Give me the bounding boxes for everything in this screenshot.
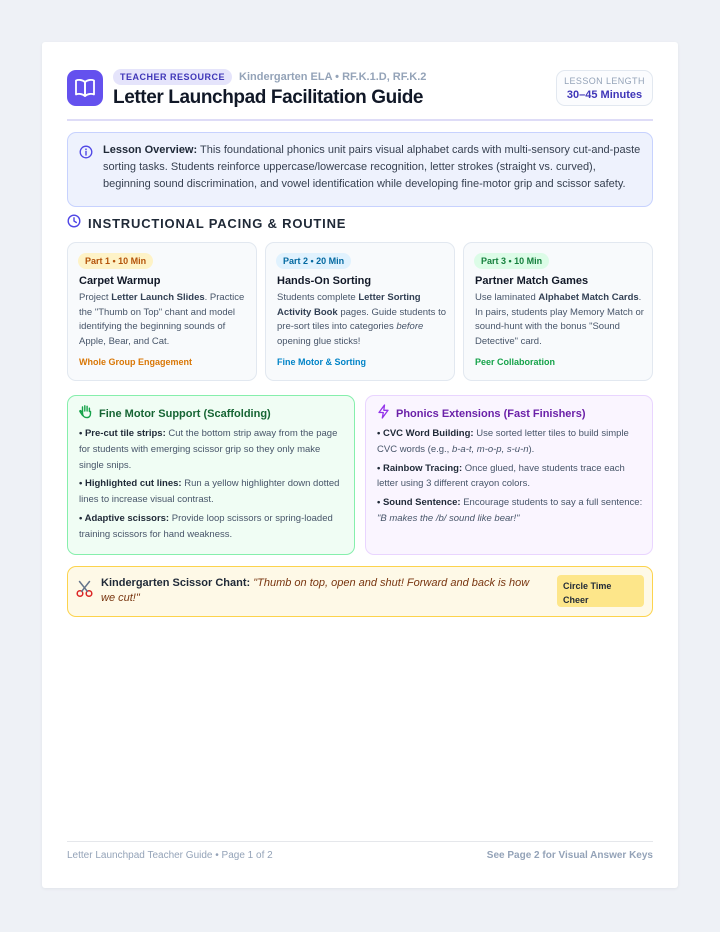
fine-motor-support-box bbox=[67, 395, 355, 555]
list-item bbox=[377, 461, 643, 493]
clock-icon bbox=[67, 214, 81, 233]
overview-body: This foundational phonics unit pairs visual alphabet cards with multi-sensory cut-and-paste sorting tasks. Students reinforce uppercase/lowercase recognition, letter strokes (straight vs. curved), beginning sound discrimination, and vowel identification while developing fine-motor grip and scissor safety. bbox=[103, 144, 641, 190]
info-icon bbox=[79, 145, 93, 164]
chant-quote: "Thumb on top, open and shut! Forward and back is how we cut!" bbox=[101, 577, 530, 604]
extension-item-label: • CVC Word Building: bbox=[377, 428, 474, 439]
pacing-section-heading bbox=[67, 215, 346, 231]
support-item-text: Cut the bottom strip away from the page for students with emerging scissor grip so they only make single snips. bbox=[79, 428, 338, 471]
open-book-icon bbox=[67, 70, 103, 106]
part-card bbox=[67, 242, 257, 381]
list-item bbox=[377, 426, 643, 458]
text-run: b-a-t, m-o-p, s-u-n bbox=[451, 443, 529, 455]
lesson-overview-callout bbox=[67, 132, 653, 207]
extension-item-label: • Sound Sentence: bbox=[377, 497, 461, 509]
support-box-title: Fine Motor Support (Scaffolding) bbox=[99, 408, 271, 420]
lesson-overview-text bbox=[103, 142, 643, 193]
part-footer: Whole Group Engagement bbox=[79, 357, 193, 367]
lesson-length-label: LESSON LENGTH bbox=[564, 76, 645, 86]
teacher-resource-badge: TEACHER RESOURCE bbox=[113, 69, 232, 85]
chant-text bbox=[101, 576, 541, 606]
text-run: Alphabet Match Cards bbox=[538, 292, 639, 303]
list-item bbox=[377, 495, 643, 527]
phonics-extensions-box bbox=[365, 395, 653, 555]
part-footer: Fine Motor & Sorting bbox=[277, 357, 366, 367]
part-title: Partner Match Games bbox=[475, 275, 589, 287]
part-title: Hands-On Sorting bbox=[277, 275, 372, 287]
support-item-text: Provide loop scissors or spring-loaded training scissors for hand weakness. bbox=[79, 512, 333, 540]
part-body bbox=[79, 291, 249, 349]
text-run: Use sorted letter tiles to build simple CVC words (e.g., bbox=[377, 428, 629, 455]
text-run: Letter Launch Slides bbox=[111, 292, 205, 303]
support-item-label: • Adaptive scissors: bbox=[79, 512, 170, 524]
extensions-box-header bbox=[377, 406, 586, 422]
text-run: Students complete bbox=[277, 292, 359, 303]
tag-line: Circle Time bbox=[563, 581, 612, 591]
header-meta-row bbox=[113, 69, 426, 85]
text-run: . In pairs, students play Memory Match or sound-hunt with the bonus "Sound Detective" card. bbox=[475, 292, 644, 347]
header-divider bbox=[67, 119, 653, 121]
scissor-chant-callout bbox=[67, 566, 653, 617]
standards-label: Kindergarten ELA • RF.K.1.D, RF.K.2 bbox=[239, 71, 427, 83]
part-pill: Part 1 • 10 Min bbox=[78, 253, 153, 269]
extension-item-label: • Rainbow Tracing: bbox=[377, 462, 463, 474]
lightning-icon bbox=[377, 404, 390, 424]
footer-page-info: Letter Launchpad Teacher Guide • Page 1 of 2 bbox=[67, 850, 273, 861]
guide-page bbox=[42, 42, 678, 888]
footer-answer-key-note: See Page 2 for Visual Answer Keys bbox=[486, 850, 653, 861]
page-title: Letter Launchpad Facilitation Guide bbox=[113, 87, 424, 108]
text-run: pages. Guide students to pre-sort tiles into categories bbox=[277, 306, 446, 333]
scissors-icon bbox=[76, 580, 93, 603]
chant-label: Kindergarten Scissor Chant: bbox=[101, 577, 251, 589]
text-run: . Practice the "Thumb on Top" chant and model identifying the beginning sounds of Apple, Bear, and Cat. bbox=[79, 292, 245, 347]
support-item-label: • Highlighted cut lines: bbox=[79, 478, 182, 490]
part-card bbox=[265, 242, 455, 381]
text-run: "B makes the /b/ sound like bear!" bbox=[377, 512, 520, 524]
text-run: before bbox=[396, 321, 424, 333]
part-footer: Peer Collaboration bbox=[475, 357, 556, 367]
text-run: Encourage students to say a full sentence: bbox=[460, 497, 643, 509]
overview-label: Lesson Overview: bbox=[103, 144, 198, 156]
lesson-length-box bbox=[556, 70, 653, 106]
text-run: Use laminated bbox=[475, 292, 539, 303]
lesson-length-value: 30–45 Minutes bbox=[566, 89, 643, 101]
part-body bbox=[475, 291, 645, 349]
text-run: Once glued, have students trace each letter using 3 different crayon colors. bbox=[377, 462, 625, 490]
part-body bbox=[277, 291, 447, 349]
text-run: Letter Sorting Activity Book bbox=[277, 292, 421, 318]
extensions-box-title: Phonics Extensions (Fast Finishers) bbox=[396, 408, 586, 420]
extensions-list bbox=[377, 426, 643, 530]
part-title: Carpet Warmup bbox=[79, 275, 161, 287]
list-item bbox=[79, 426, 345, 473]
text-run: Project bbox=[79, 292, 112, 303]
footer-divider bbox=[67, 841, 653, 842]
pacing-section-title: INSTRUCTIONAL PACING & ROUTINE bbox=[88, 215, 347, 231]
text-run: ). bbox=[528, 443, 535, 455]
list-item bbox=[79, 476, 345, 508]
part-card bbox=[463, 242, 653, 381]
list-item bbox=[79, 511, 345, 543]
hand-icon bbox=[79, 404, 93, 424]
text-run: opening glue sticks! bbox=[277, 335, 361, 347]
circle-time-tag bbox=[557, 575, 644, 607]
support-item-text: Run a yellow highlighter down dotted lines to increase visual contrast. bbox=[79, 478, 340, 506]
support-list bbox=[79, 426, 345, 546]
support-item-label: • Pre-cut tile strips: bbox=[79, 428, 166, 439]
page-header bbox=[67, 69, 653, 119]
support-box-header bbox=[79, 406, 271, 422]
part-pill: Part 2 • 20 Min bbox=[276, 253, 351, 269]
part-pill: Part 3 • 10 Min bbox=[474, 253, 549, 269]
tag-line: Cheer bbox=[563, 595, 589, 605]
